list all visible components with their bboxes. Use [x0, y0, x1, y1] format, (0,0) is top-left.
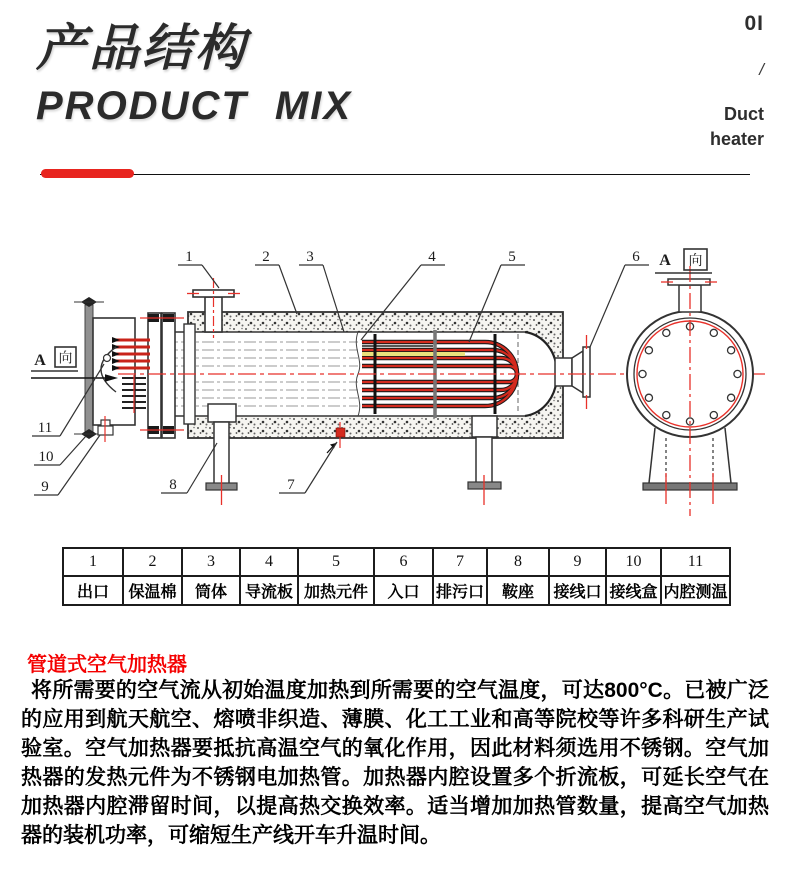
callout-7: 7 [287, 477, 295, 493]
header-divider-line [40, 174, 750, 175]
end-view [627, 266, 753, 516]
part-label: 接线盒 [606, 576, 661, 605]
part-label: 筒体 [182, 576, 240, 605]
junction-box-assembly [74, 297, 150, 442]
callout-4: 4 [428, 249, 436, 265]
product-name-english [710, 102, 764, 152]
callout-8: 8 [169, 477, 177, 493]
saddle-right [468, 416, 501, 505]
page-title-english: PRODUCT MIX [36, 84, 352, 128]
table-row-numbers [63, 548, 730, 576]
view-letter: A [34, 352, 46, 369]
left-flange [140, 313, 195, 438]
callout-11: 11 [37, 420, 53, 436]
page-number: 0I [744, 12, 764, 35]
callout-9: 9 [41, 479, 49, 495]
callout-10: 10 [38, 449, 54, 465]
callout-2: 2 [262, 249, 270, 265]
part-label: 鞍座 [487, 576, 549, 605]
view-char: 向 [58, 351, 73, 367]
part-label: 接线口 [549, 576, 606, 605]
part-number: 3 [182, 548, 240, 576]
part-label: 保温棉 [123, 576, 182, 605]
part-number: 10 [606, 548, 661, 576]
callout-3: 3 [306, 249, 314, 265]
part-number: 5 [298, 548, 374, 576]
view-label-right [655, 249, 712, 273]
part-label: 导流板 [240, 576, 298, 605]
parts-table [62, 547, 731, 606]
part-number: 7 [433, 548, 487, 576]
view-letter: A [659, 252, 671, 269]
part-number: 8 [487, 548, 549, 576]
view-char: 向 [688, 254, 703, 269]
part-number: 1 [63, 548, 123, 576]
callout-5: 5 [508, 249, 516, 265]
description-paragraph: 将所需要的空气流从初始温度加热到所需要的空气温度，可达800°C。已被广泛的应用到航天航空、熔喷非织造、薄膜、化工工业和高等院校等许多科研生产试验室。空气加热器要抵抗高温空气的氧化作用，因此材料须选用不锈钢。空气加热器的发热元件为不锈钢电加热管。加热器内腔设置多个折流板，可延长空气在加热器内腔滞留时间，以提高热交换效率。适当增加加热管数量，提高空气加热器的装机功率，可缩短生产线开车升温时间。 [21, 679, 769, 847]
callout-6: 6 [632, 249, 640, 265]
product-name-line2: heater [709, 129, 764, 149]
header-right-block [710, 12, 764, 152]
part-label: 排污口 [433, 576, 487, 605]
product-structure-diagram [28, 228, 768, 523]
part-label: 内腔测温 [661, 576, 730, 605]
separator-slash: / [759, 60, 764, 79]
part-number: 6 [374, 548, 433, 576]
header-accent-bar [41, 169, 134, 178]
page-title-chinese: 产品结构 [36, 20, 248, 76]
product-name-line1: Duct [724, 104, 764, 124]
part-number: 2 [123, 548, 182, 576]
callout-1: 1 [185, 249, 193, 265]
part-number: 9 [549, 548, 606, 576]
table-row-labels [63, 576, 730, 605]
part-number: 11 [661, 548, 730, 576]
part-label: 加热元件 [298, 576, 374, 605]
section-heading: 管道式空气加热器 [27, 654, 187, 676]
part-label: 入口 [374, 576, 433, 605]
part-label: 出口 [63, 576, 123, 605]
part-number: 4 [240, 548, 298, 576]
